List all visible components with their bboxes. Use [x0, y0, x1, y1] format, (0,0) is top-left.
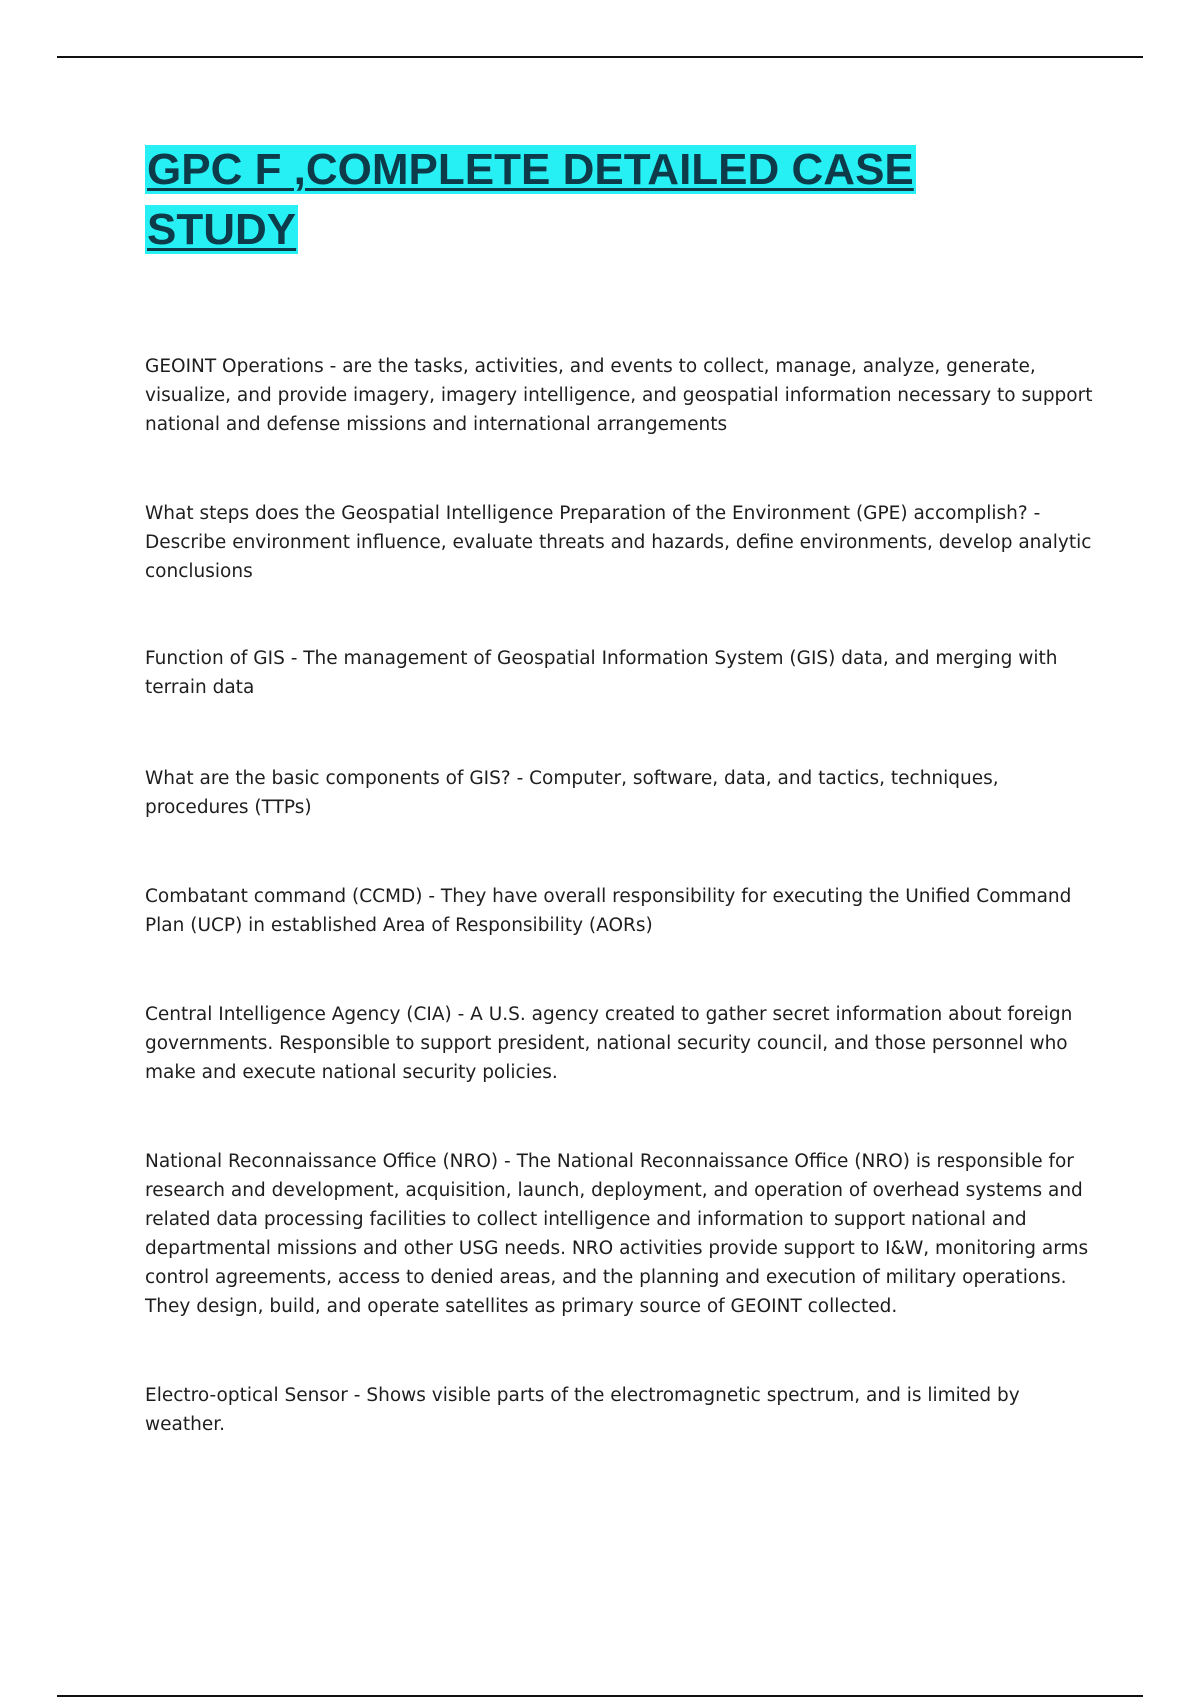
top-divider: [57, 56, 1143, 58]
list-item: Combatant command (CCMD) - They have overall responsibility for executing the Unified Command Plan (UCP) in established Area of Responsibility (AORs): [145, 886, 1072, 936]
list-item: Electro-optical Sensor - Shows visible parts of the electromagnetic spectrum, and is limited by weather.: [145, 1385, 1020, 1435]
list-item: What steps does the Geospatial Intelligence Preparation of the Environment (GPE) accomplish? - Describe environment influence, evaluate threats and hazards, define environments, develop analytic conclusions: [145, 503, 1092, 582]
list-item: Central Intelligence Agency (CIA) - A U.S. agency created to gather secret information about foreign governments. Responsible to support president, national security council, and those personnel who make and execute national security policies.: [145, 1004, 1073, 1083]
list-item: Function of GIS - The management of Geospatial Information System (GIS) data, and merging with terrain data: [145, 648, 1058, 698]
flashcard-list: [145, 352, 1095, 1497]
title-highlight: GPC F ,COMPLETE DETAILED CASE STUDY: [147, 145, 914, 254]
page-title: [145, 140, 1045, 260]
list-item: What are the basic components of GIS? - Computer, software, data, and tactics, techniques, procedures (TTPs): [145, 768, 999, 818]
list-item: GEOINT Operations - are the tasks, activities, and events to collect, manage, analyze, generate, visualize, and provide imagery, imagery intelligence, and geospatial information necessary to support national and defense missions and international arrangements: [145, 356, 1093, 435]
bottom-divider: [57, 1695, 1143, 1697]
list-item: National Reconnaissance Office (NRO) - The National Reconnaissance Office (NRO) is responsible for research and development, acquisition, launch, deployment, and operation of overhead systems and related data processing facilities to collect intelligence and information to support national and departmental missions and other USG needs. NRO activities provide support to I&W, monitoring arms control agreements, access to denied areas, and the planning and execution of military operations. They design, build, and operate satellites as primary source of GEOINT collected.: [145, 1151, 1089, 1317]
